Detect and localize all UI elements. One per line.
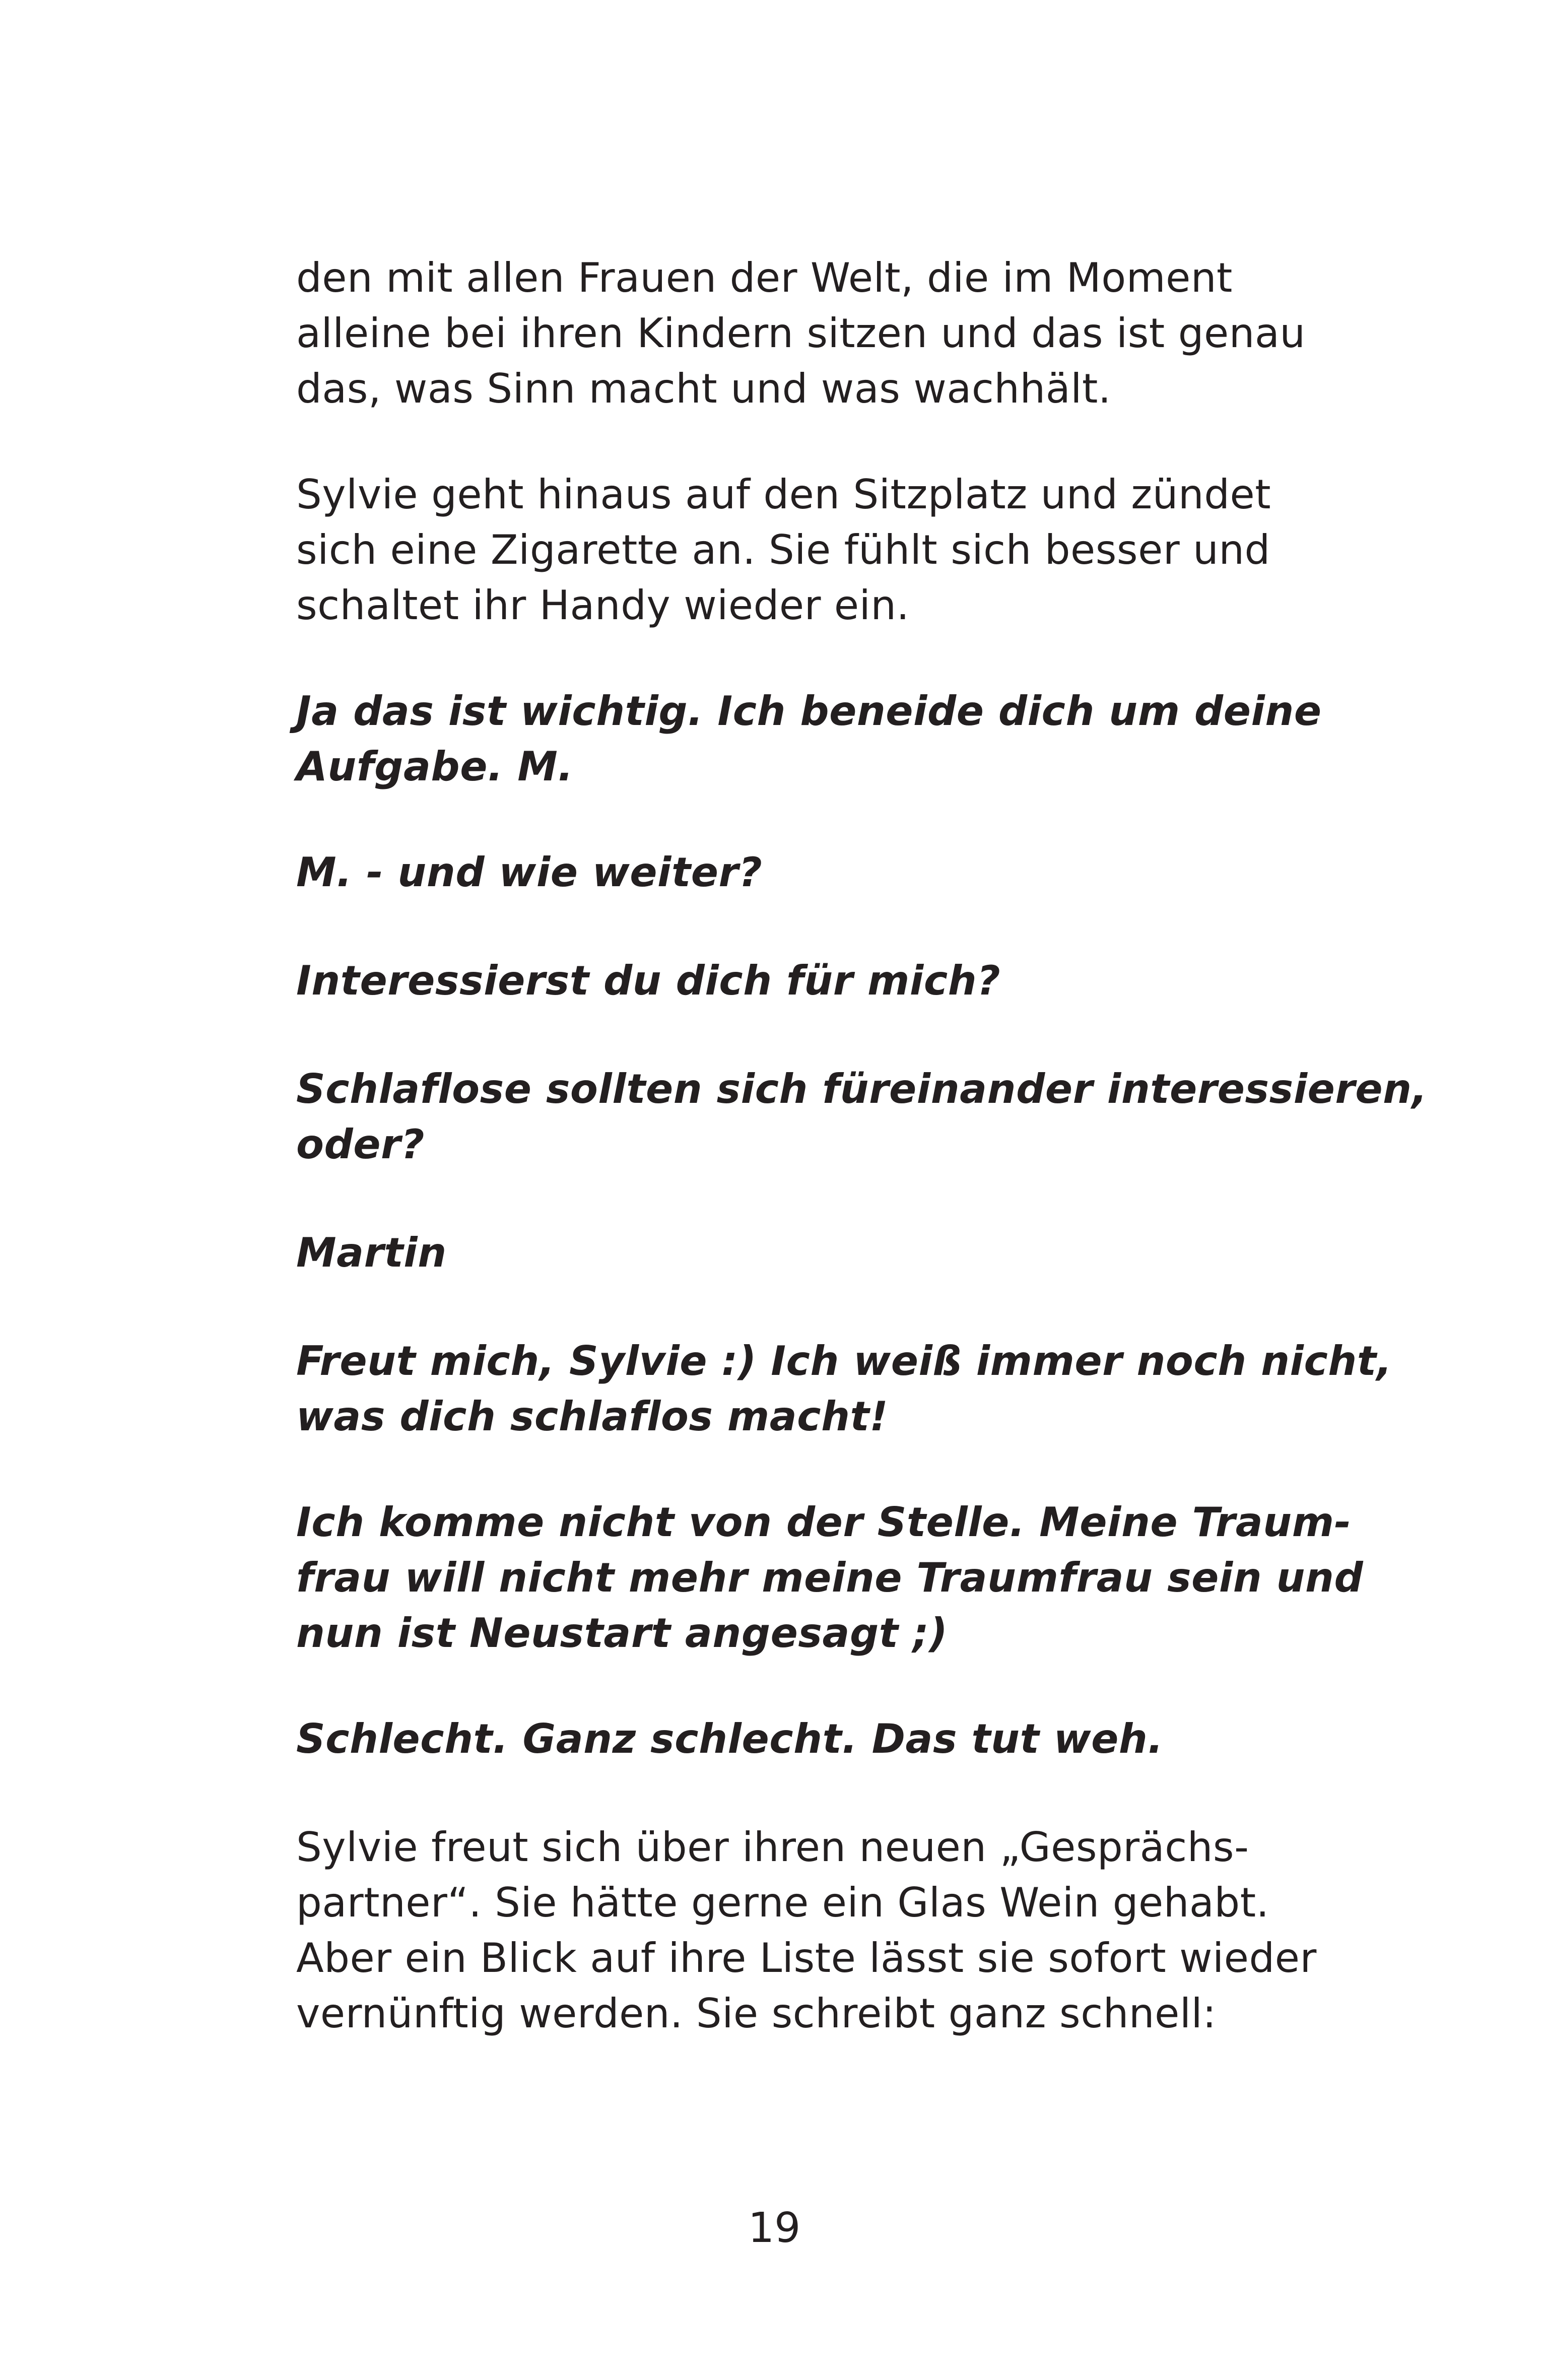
text-line: Schlaflose sollten sich füreinander interessieren, — [296, 1066, 1428, 1112]
text-line: den mit allen Frauen der Welt, die im Moment — [296, 254, 1233, 301]
text-line: partner“. Sie hätte gerne ein Glas Wein gehabt. — [296, 1879, 1269, 1926]
message-2 — [296, 845, 1309, 900]
message-3 — [296, 953, 1309, 1009]
message-1 — [296, 684, 1322, 795]
text-line: das, was Sinn macht und was wachhält. — [296, 365, 1111, 412]
text-line: nun ist Neustart angesagt ;) — [296, 1610, 948, 1657]
message-5 — [296, 1225, 1309, 1281]
message-8 — [296, 1711, 1309, 1767]
text-line: schaltet ihr Handy wieder ein. — [296, 582, 910, 629]
text-line: oder? — [296, 1121, 425, 1168]
text-line: sich eine Zigarette an. Sie fühlt sich besser und — [296, 526, 1270, 573]
text-line: Martin — [296, 1229, 447, 1276]
paragraph-narrative-3 — [296, 1820, 1317, 2041]
text-line: frau will nicht mehr meine Traumfrau sein und — [296, 1554, 1364, 1601]
text-line: Freut mich, Sylvie :) Ich weiß immer noch nicht, — [296, 1338, 1392, 1384]
page-number: 19 — [748, 2204, 801, 2252]
paragraph-narrative-2 — [296, 467, 1309, 633]
text-line: Ich komme nicht von der Stelle. Meine Traum- — [296, 1499, 1352, 1546]
message-7 — [296, 1495, 1364, 1661]
text-line: alleine bei ihren Kindern sitzen und das ist genau — [296, 310, 1306, 357]
text-line: Schlecht. Ganz schlecht. Das tut weh. — [296, 1715, 1164, 1762]
message-4 — [296, 1062, 1428, 1172]
text-line: Sylvie geht hinaus auf den Sitzplatz und zündet — [296, 471, 1271, 518]
text-line: Aber ein Blick auf ihre Liste lässt sie sofort wieder — [296, 1935, 1317, 1981]
text-line: Aufgabe. M. — [296, 743, 574, 790]
text-line: vernünftig werden. Sie schreibt ganz schnell: — [296, 1990, 1217, 2037]
message-6 — [296, 1334, 1392, 1444]
text-line: M. - und wie weiter? — [296, 849, 763, 896]
paragraph-narrative-1 — [296, 250, 1309, 417]
text-line: was dich schlaflos macht! — [296, 1393, 889, 1440]
text-line: Interessierst du dich für mich? — [296, 957, 1001, 1004]
text-line: Sylvie freut sich über ihren neuen „Gesprächs- — [296, 1824, 1249, 1871]
text-line: Ja das ist wichtig. Ich beneide dich um deine — [296, 688, 1322, 735]
